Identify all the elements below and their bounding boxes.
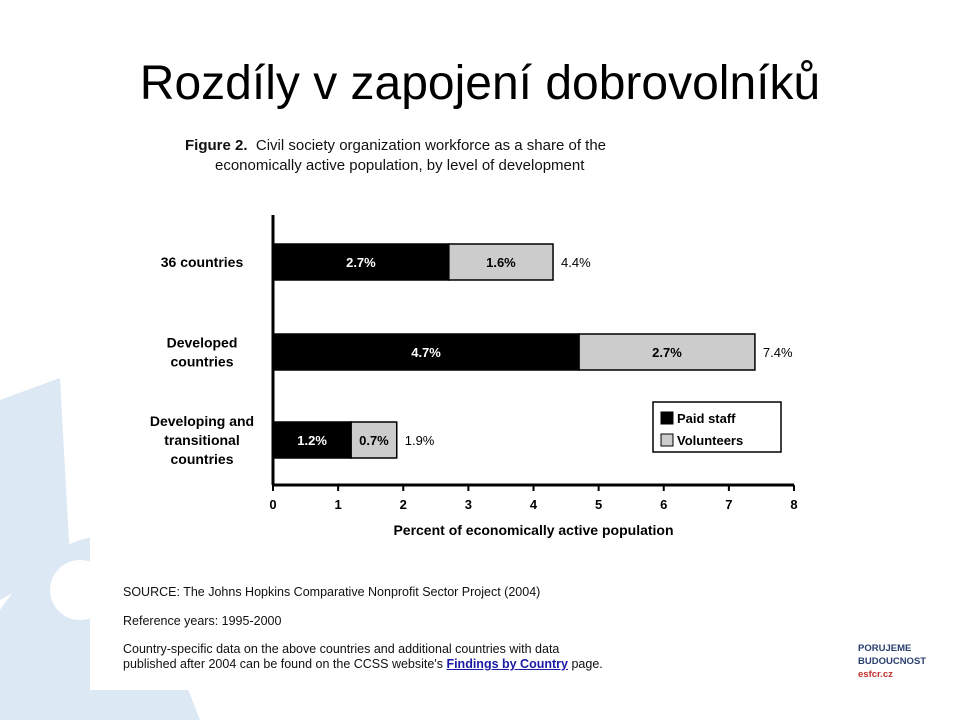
legend-label: Paid staff (677, 411, 736, 426)
legend-label: Volunteers (677, 433, 744, 448)
bar-value-label: 1.2% (297, 433, 327, 448)
x-tick-label: 6 (660, 497, 668, 512)
bar-value-label: 2.7% (346, 255, 376, 270)
bar-value-label: 2.7% (652, 345, 682, 360)
bar-total-label: 7.4% (762, 345, 793, 360)
country-note (123, 642, 603, 672)
x-tick-label: 2 (399, 497, 407, 512)
category-label: countries (170, 353, 234, 370)
slide-title: Rozdíly v zapojení dobrovolníků (139, 57, 821, 110)
figure-panel (90, 130, 845, 690)
figure-label: Figure 2. (185, 137, 248, 154)
category-label: Developing and (149, 413, 255, 429)
x-tick-label: 4 (529, 497, 538, 512)
source-note: SOURCE: The Johns Hopkins Comparative Nonprofit Sector Project (2004) (123, 585, 541, 599)
findings-by-country-link[interactable]: Findings by Country (446, 657, 568, 671)
x-tick-label: 3 (464, 497, 472, 512)
figure-caption-line1: Civil society organization workforce as a share of the (255, 137, 607, 154)
x-tick-label: 0 (269, 497, 277, 512)
logo (858, 642, 926, 681)
x-tick-label: 1 (334, 497, 342, 512)
category-label: countries (170, 451, 234, 467)
logo-line1: PORUJEME (858, 643, 912, 654)
country-note-line3: page. (571, 657, 603, 671)
bar-value-label: 4.7% (411, 345, 441, 360)
bar-total-label: 4.4% (561, 255, 591, 270)
x-tick-label: 5 (595, 497, 603, 512)
stacked-bar-chart (90, 130, 845, 550)
bar-value-label: 1.6% (486, 255, 516, 270)
country-note-line2: published after 2004 can be found on the CCSS website's (123, 657, 443, 671)
legend-swatch-paid-staff (661, 412, 673, 424)
reference-note: Reference years: 1995-2000 (123, 614, 282, 628)
bar-total-label: 1.9% (404, 433, 435, 448)
x-axis-label: Percent of economically active population (393, 522, 674, 538)
legend-swatch-volunteers (661, 434, 673, 446)
x-tick-label: 8 (790, 497, 798, 512)
country-note-line1: Country-specific data on the above countries and additional countries with data (123, 642, 560, 656)
x-tick-label: 7 (725, 497, 733, 512)
bar-value-label: 0.7% (359, 433, 389, 448)
figure-caption-line2: economically active population, by level of development (215, 157, 585, 174)
logo-url: esfcr.cz (858, 669, 893, 680)
category-label: Developed (166, 334, 238, 351)
category-label: 36 countries (160, 254, 244, 270)
category-label: transitional (164, 432, 240, 448)
logo-line2: BUDOUCNOST (858, 656, 927, 667)
